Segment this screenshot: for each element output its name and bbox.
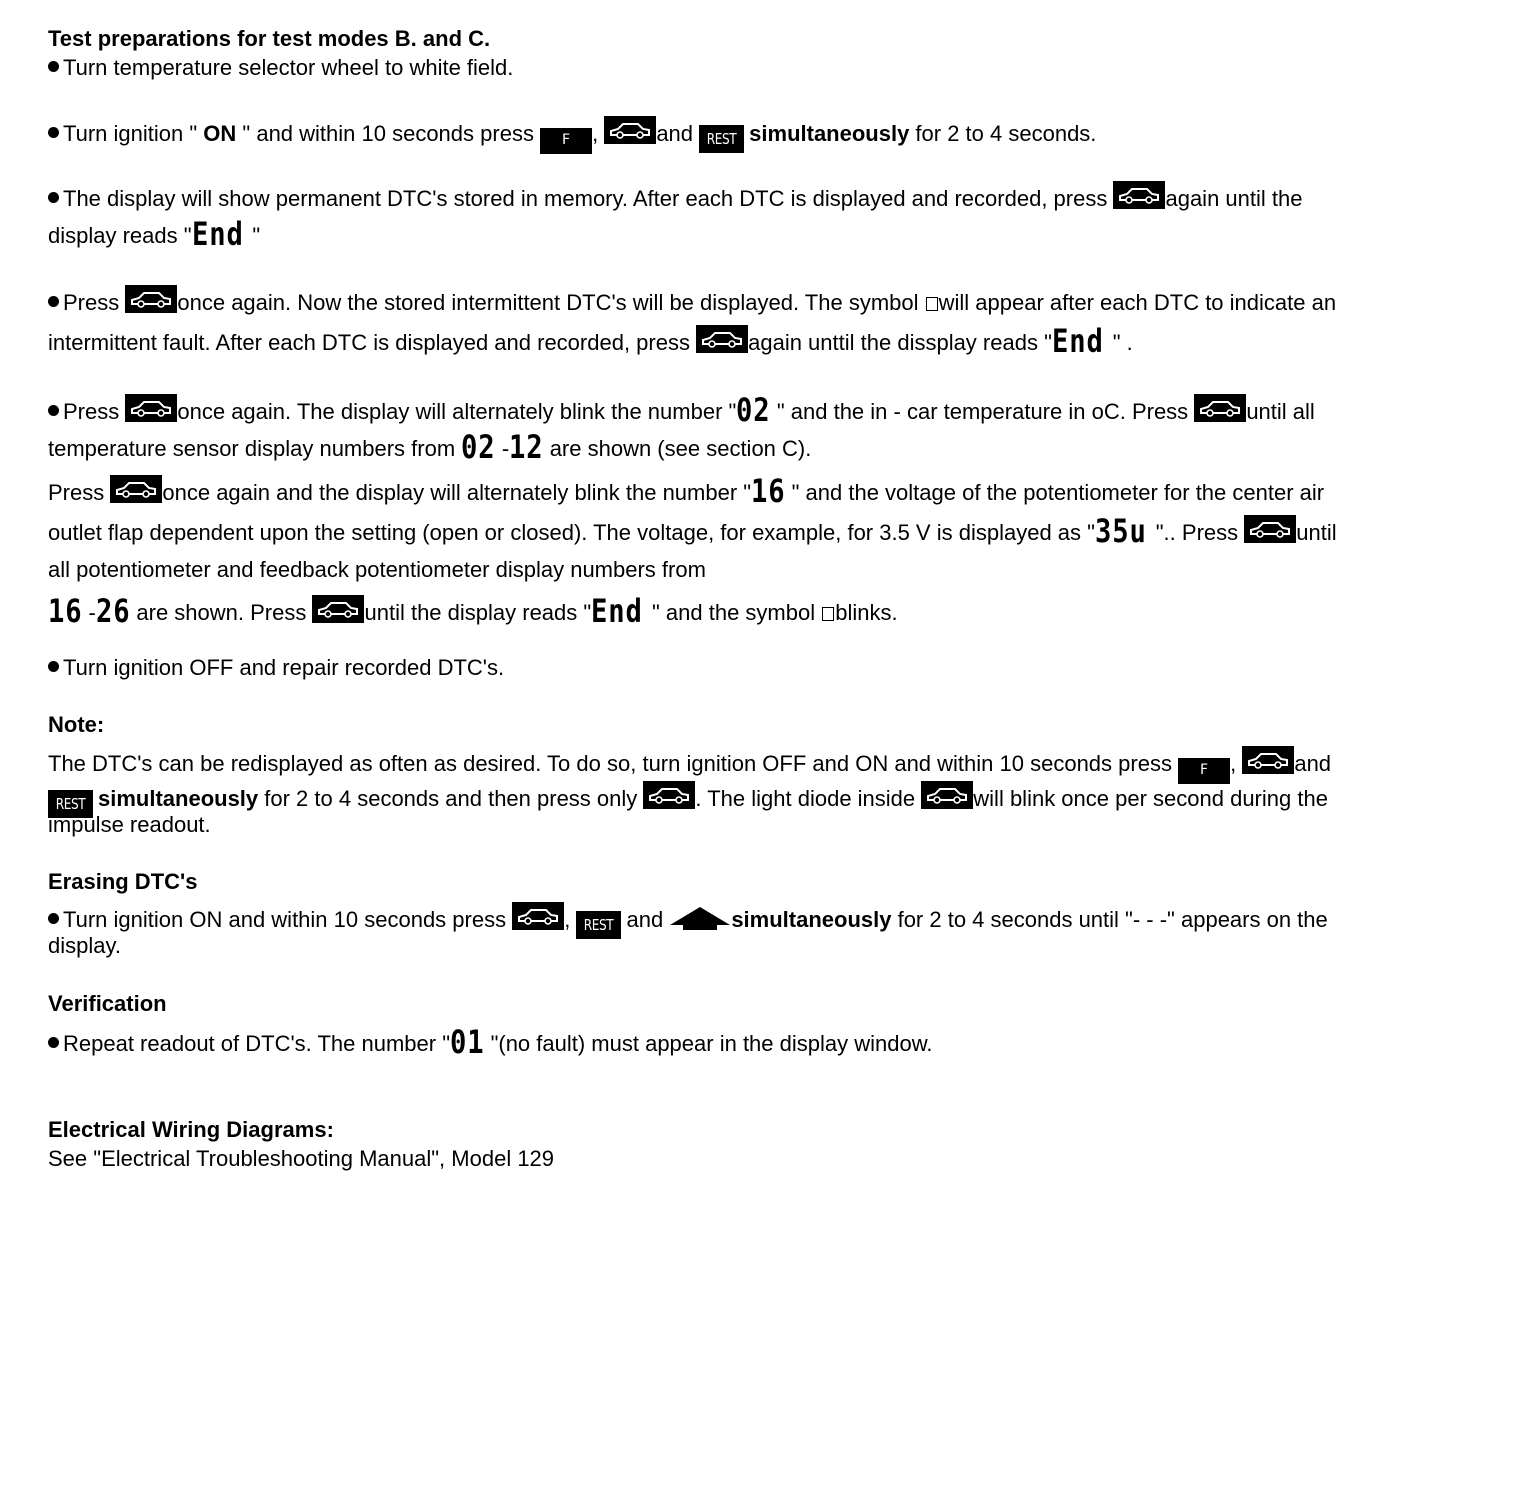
car-button-icon (696, 325, 748, 353)
lcd-02: 02 (736, 391, 771, 429)
car-button-icon (125, 394, 177, 422)
test-prep-heading: Test preparations for test modes B. and C. (48, 26, 491, 51)
intermittent-symbol-icon (926, 297, 938, 311)
lcd-01: 01 (450, 1023, 485, 1061)
car-button-icon (1194, 394, 1246, 422)
intermittent-line-2: intermittent fault. After each DTC is displayed and recorded, press again unttil the dissplay reads "End " . (48, 322, 1133, 360)
potentiometer-line-4: 16 -26 are shown. Press until the display reads "End " and the symbol blinks. (48, 592, 898, 630)
bullet-dot (48, 127, 59, 138)
note-line-2: REST simultaneously for 2 to 4 seconds and then press only . The light diode inside will blink once per second during the (48, 781, 1328, 818)
sensor-range-line: temperature sensor display numbers from 02 -12 are shown (see section C). (48, 428, 812, 466)
verification-line: Repeat readout of DTC's. The number "01 "(no fault) must appear in the display window. (48, 1029, 933, 1059)
car-button-icon (125, 285, 177, 313)
lcd-26: 26 (95, 592, 131, 630)
car-button-icon (604, 116, 656, 144)
bullet-temperature-selector: Turn temperature selector wheel to white field. (48, 53, 513, 83)
car-button-icon (1113, 181, 1165, 209)
lcd-16: 16 (751, 472, 786, 510)
lcd-end: End (591, 592, 643, 630)
bullet-dot (48, 913, 59, 924)
note-line-3: impulse readout. (48, 812, 211, 837)
note-line-1: The DTC's can be redisplayed as often as desired. To do so, turn ignition OFF and ON and within 10 seconds press F , and (48, 746, 1331, 784)
potentiometer-line-2: outlet flap dependent upon the setting (open or closed). The voltage, for example, for 3.5 V is displayed as "35u ".. Press until (48, 512, 1337, 550)
bullet-dot (48, 296, 59, 307)
car-button-icon (643, 781, 695, 809)
bullet-dot (48, 1037, 59, 1048)
bullet-dot (48, 405, 59, 416)
note-heading: Note: (48, 712, 105, 737)
bullet-permanent-dtc: The display will show permanent DTC's stored in memory. After each DTC is displayed and recorded, press again until the (48, 181, 1302, 214)
bullet-dot (48, 192, 59, 203)
car-button-icon (1244, 515, 1296, 543)
car-button-icon (512, 902, 564, 930)
car-button-icon (110, 475, 162, 503)
car-button-icon (312, 595, 364, 623)
arrow-up-icon (669, 905, 731, 931)
bullet-intermittent-dtc: Press once again. Now the stored intermittent DTC's will be displayed. The symbol will appear after each DTC to indicate an (48, 285, 1336, 318)
lcd-35u: 35u (1094, 512, 1147, 550)
car-button-icon (1242, 746, 1294, 774)
potentiometer-line-3: all potentiometer and feedback potentiometer display numbers from (48, 557, 706, 582)
bullet-sensor-display: Press once again. The display will alternately blink the number "02 " and the in - car temperature in oC. Press until all (48, 394, 1315, 427)
lcd-16: 16 (48, 592, 83, 630)
erasing-line-2: display. (48, 933, 121, 958)
potentiometer-line-1: Press once again and the display will alternately blink the number "16 " and the voltage of the potentiometer for the center air (48, 472, 1325, 510)
bullet-dot (48, 661, 59, 672)
rest-button-icon: REST (48, 790, 93, 818)
wiring-heading: Electrical Wiring Diagrams: (48, 1117, 334, 1142)
rest-button-icon: REST (576, 911, 621, 939)
wiring-text: See "Electrical Troubleshooting Manual", Model 129 (48, 1146, 555, 1171)
verification-heading: Verification (48, 991, 167, 1016)
lcd-12: 12 (509, 428, 544, 466)
car-button-icon (921, 781, 973, 809)
bullet-ignition-on: Turn ignition " ON " and within 10 seconds press F , and REST simultaneously for 2 to 4 seconds. (48, 116, 1096, 154)
erasing-heading: Erasing DTC's (48, 869, 198, 894)
erasing-line-1: Turn ignition ON and within 10 seconds press , REST and simultaneously for 2 to 4 seconds until "- - -" appears on the (48, 902, 1328, 939)
f-button-icon: F (540, 128, 592, 154)
display-reads-end-line: display reads "End " (48, 215, 261, 253)
intermittent-symbol-icon (822, 607, 834, 621)
lcd-end: End (191, 215, 244, 253)
bullet-dot (48, 61, 59, 72)
rest-button-icon: REST (699, 125, 744, 153)
bullet-ignition-off: Turn ignition OFF and repair recorded DTC's. (48, 653, 504, 683)
f-button-icon: F (1178, 758, 1230, 784)
lcd-02: 02 (461, 428, 496, 466)
lcd-end: End (1051, 322, 1104, 360)
